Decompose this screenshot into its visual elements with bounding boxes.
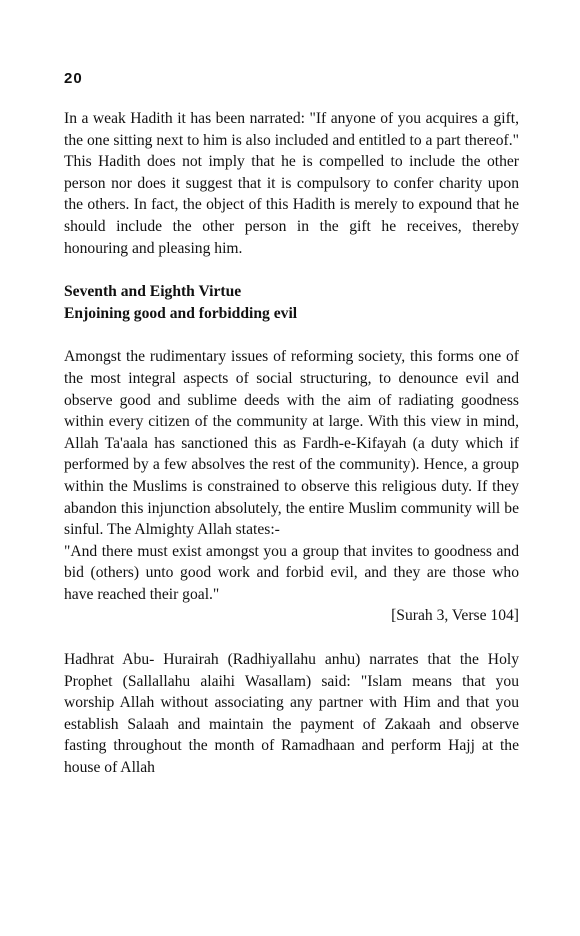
book-page [64, 70, 519, 779]
page-number: 20 [64, 70, 83, 87]
section-heading-line2: Enjoining good and forbidding evil [64, 304, 298, 322]
paragraph-weak-hadith: In a weak Hadith it has been narrated: "If anyone of you acquires a gift, the one sitting next to him is also included and entitled to a part thereof." This Hadith does not imply that he is compelled to include the other person nor does it suggest that it is compulsory to confer charity upon the others. In fact, the object of this Hadith is merely to expound that he should include the other person in the gift he receives, thereby honouring and pleasing him. [64, 110, 519, 257]
section-heading [64, 281, 519, 324]
section-heading-line1: Seventh and Eighth Virtue [64, 283, 242, 301]
paragraph-reforming-society: Amongst the rudimentary issues of reforming society, this forms one of the most integral aspects of social structuring, to denounce evil and observe good and sublime deeds with the aim of radiating goodness within every citizen of the community at large. With this view in mind, Allah Ta'aala has sanctioned this as Fardh-e-Kifayah (a duty which if performed by a few absolves the rest of the community). Hence, a group within the Muslims is constrained to observe this religious duty. If they abandon this injunction absolutely, the entire Muslim community will be sinful. The Almighty Allah states:- [64, 348, 519, 539]
quran-quote: "And there must exist amongst you a group that invites to goodness and bid (others) unto good work and forbid evil, and they are those who have reached their goal." [64, 542, 519, 603]
paragraph-hadith-islam: Hadhrat Abu- Hurairah (Radhiyallahu anhu) narrates that the Holy Prophet (Sallallahu alaihi Wasallam) said: "Islam means that you worship Allah without associating any partner with Him and that you establish Salaah and maintain the payment of Zakaah and observe fasting throughout the month of Ramadhaan and perform Hajj at the house of Allah [64, 651, 519, 777]
quote-citation: [Surah 3, Verse 104] [391, 607, 519, 625]
